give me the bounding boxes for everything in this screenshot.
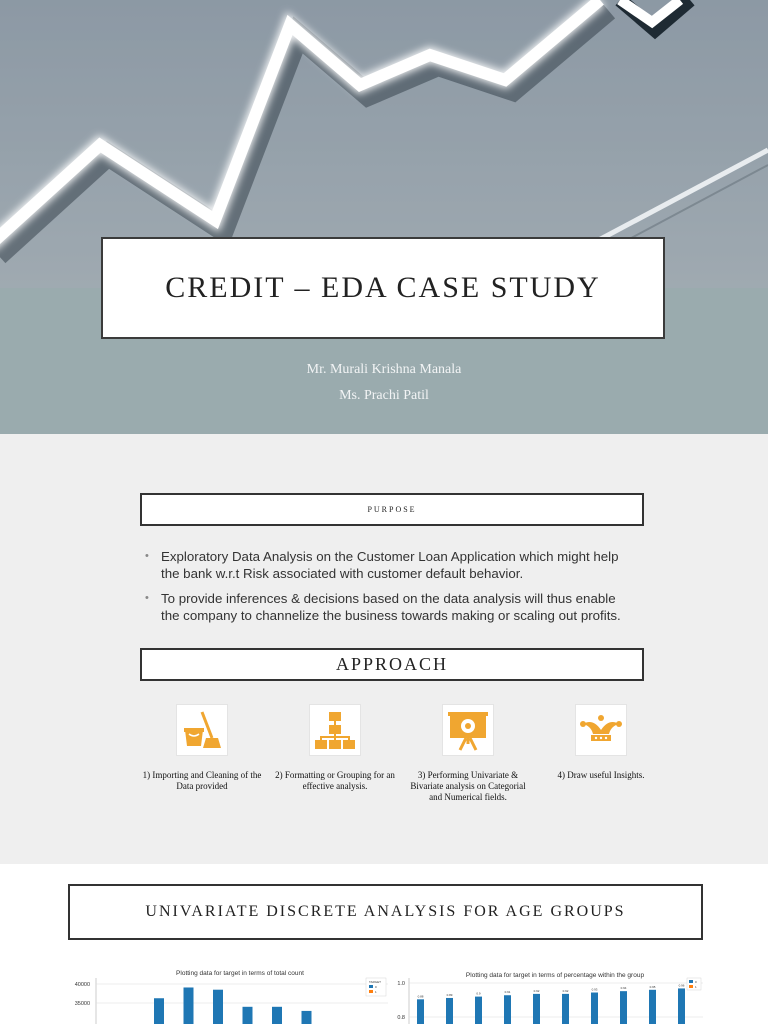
chart-title: Plotting data for target in terms of total count: [176, 970, 304, 977]
data-label: 0.88: [417, 994, 424, 999]
data-label: 0.94: [620, 986, 627, 991]
title-box: [101, 237, 665, 339]
presentation-title: CREDIT – EDA CASE STUDY: [165, 271, 601, 304]
bar: [302, 1011, 312, 1024]
legend-label: 0: [695, 980, 697, 984]
step-text: 3) Performing Univariate & Bivariate analysis on Categorial and Numerical fields.: [410, 770, 526, 802]
data-label: 0.89: [446, 992, 453, 997]
percentage-chart: [395, 964, 703, 1024]
approach-step-1: [142, 704, 262, 792]
data-label: 0.92: [533, 988, 540, 993]
bar: [446, 998, 453, 1024]
univariate-slide: [0, 864, 768, 1024]
data-label: 0.93: [591, 987, 598, 992]
bar: [184, 987, 194, 1024]
bar: [591, 993, 598, 1024]
legend-swatch: [369, 985, 373, 988]
bar: [213, 990, 223, 1024]
bar: [620, 991, 627, 1024]
presentation-board-icon: [442, 704, 494, 756]
legend-title: TARGET: [369, 980, 381, 984]
bar: [649, 990, 656, 1024]
list-item: • Exploratory Data Analysis on the Customer Loan Application which might help the bank w.r.t Risk associated with customer default behavior.: [145, 548, 625, 582]
data-label: 0.95: [649, 984, 656, 989]
legend-label: 1: [375, 990, 377, 994]
legend-swatch: [369, 990, 373, 993]
y-tick-label: 35000: [74, 1001, 90, 1007]
y-tick-label: 40000: [74, 982, 90, 988]
approach-step-3: [408, 704, 528, 803]
approach-step-2: [275, 704, 395, 792]
bucket-mop-icon: [176, 704, 228, 756]
step-text: 4) Draw useful Insights.: [557, 770, 645, 780]
data-label: 0.96: [678, 983, 685, 988]
bar: [562, 994, 569, 1024]
count-chart: [70, 964, 388, 1024]
list-item: • To provide inferences & decisions based on the data analysis will thus enable the company to channelize the business towards making or scaling out profits.: [145, 590, 625, 624]
bar: [243, 1007, 253, 1024]
purpose-bullets: [145, 548, 625, 632]
legend-swatch: [689, 980, 693, 983]
step-text: 1) Importing and Cleaning of the Data provided: [142, 770, 262, 791]
y-tick-label: 1.0: [397, 981, 405, 987]
legend-label: 0: [375, 985, 377, 989]
author-1: Mr. Murali Krishna Manala: [306, 362, 462, 377]
data-label: 0.9: [476, 991, 481, 996]
bar: [504, 995, 511, 1024]
bar: [678, 988, 685, 1024]
bar: [417, 999, 424, 1024]
y-tick-label: 0.8: [397, 1015, 405, 1021]
bar: [154, 998, 164, 1024]
data-label: 0.91: [504, 990, 511, 995]
legend-box: [687, 978, 701, 990]
legend-label: 1: [695, 985, 697, 989]
approach-step-4: [541, 704, 661, 781]
purpose-slide: [0, 434, 768, 864]
hierarchy-icon: [309, 704, 361, 756]
data-label: 0.92: [562, 988, 569, 993]
step-text: 2) Formatting or Grouping for an effective analysis.: [275, 770, 395, 791]
legend-swatch: [689, 985, 693, 988]
purpose-heading: PURPOSE: [140, 493, 644, 526]
author-2: Ms. Prachi Patil: [339, 388, 429, 403]
bar: [533, 994, 540, 1024]
jester-hat-icon: [575, 704, 627, 756]
approach-heading: APPROACH: [140, 648, 644, 681]
bar: [272, 1007, 282, 1024]
bar: [475, 997, 482, 1024]
univariate-heading: UNIVARIATE DISCRETE ANALYSIS FOR AGE GROUPS: [68, 884, 703, 940]
chart-title: Plotting data for target in terms of percentage within the group: [465, 972, 645, 979]
